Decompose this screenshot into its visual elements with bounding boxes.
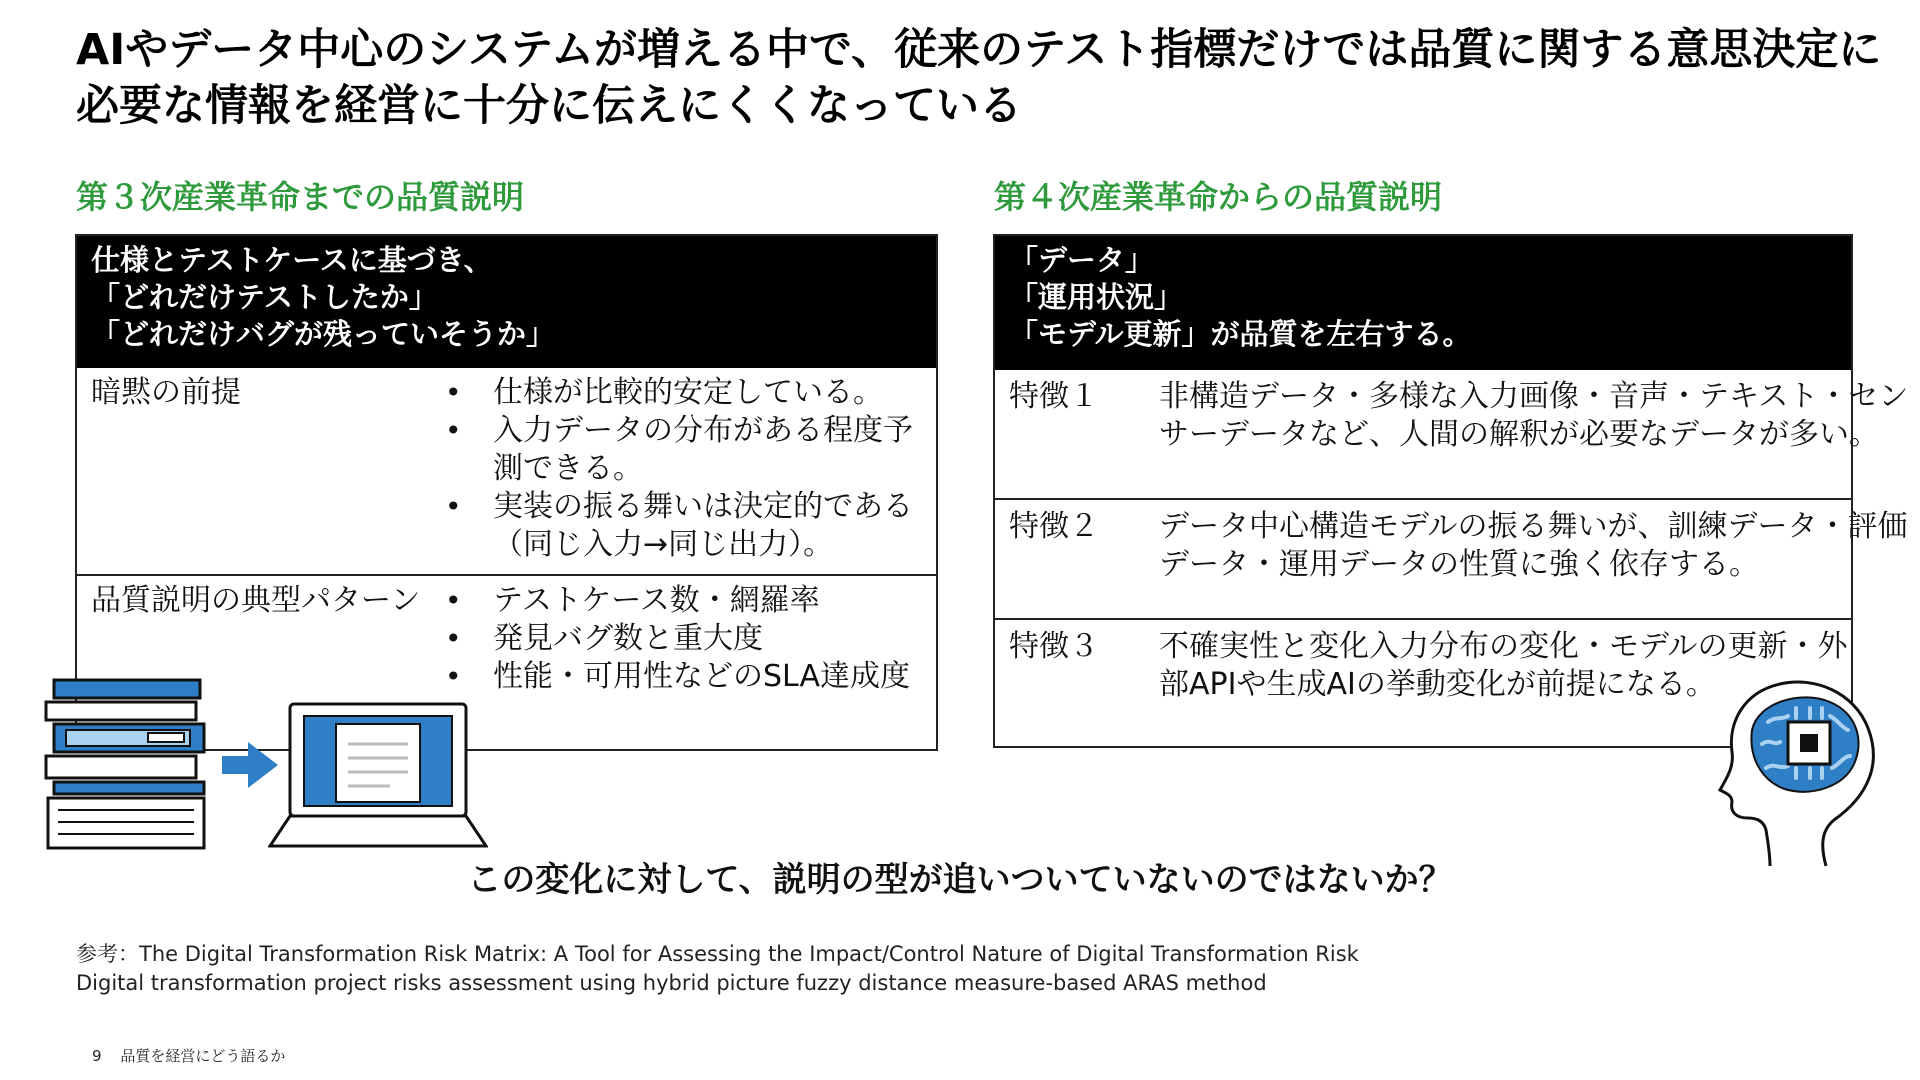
right-header-line: 「データ」 [1009,243,1155,277]
bullet-text: • 入力データの分布がある程度予 [493,413,913,448]
page-title-line-2: 必要な情報を経営に十分に伝えにくくなっている [76,81,1022,131]
bullet-text: • 発見バグ数と重大度 [493,621,763,656]
bullet-text: • 性能・可用性などのSLA達成度 [493,659,910,694]
laptop-document-icon [268,700,488,852]
feature-row-2 [995,498,1908,618]
ai-head-chip-icon [1718,672,1888,870]
left-header-line: 「どれだけテストしたか」 [91,280,438,314]
feature-text [1159,378,1908,454]
right-panel [993,234,1909,748]
list-item [445,412,913,488]
left-header-line: 「どれだけバグが残っていそうか」 [91,317,556,351]
feature-row-1 [995,370,1909,498]
list-item [445,374,913,412]
right-panel-header [995,236,1851,370]
right-section-heading: 第４次産業革命からの品質説明 [994,178,1443,216]
bullet-text: 測できる。 [493,451,643,486]
reference-line: 参考：The Digital Transformation Risk Matrix: A Tool for Assessing the Impact/Control Nature of Digital Transformation Risk [76,942,1359,966]
bullet-text: （同じ入力→同じ出力）。 [493,527,834,562]
list-item [445,620,910,658]
feature-text-line: サーデータなど、人間の解釈が必要なデータが多い。 [1159,417,1879,452]
list-item [445,582,910,620]
feature-text-line: 不確実性と変化入力分布の変化・モデルの更新・外 [1159,629,1848,664]
footer-text: 品質を経営にどう語るか [120,1047,286,1065]
right-header-line: 「モデル更新」が品質を左右する。 [1009,317,1472,351]
row-label: 品質説明の典型パターン [91,583,421,618]
bullet-text: • テストケース数・網羅率 [493,583,820,618]
feature-text-line: データ・運用データの性質に強く依存する。 [1159,547,1759,582]
references [76,940,1359,998]
left-row-assumptions [77,368,936,574]
bullet-text: • 実装の振る舞いは決定的である [493,489,913,524]
right-header-line: 「運用状況」 [1009,280,1184,314]
page-title [76,22,1882,134]
feature-label: 特徴３ [1009,629,1099,664]
left-panel [75,234,938,751]
list-item [445,488,913,564]
feature-text [1159,508,1908,584]
list-item [445,658,910,696]
feature-label: 特徴２ [1009,509,1099,544]
key-question: この変化に対して、説明の型が追いついていないのではないか？ [467,860,1453,900]
feature-label: 特徴１ [1009,379,1099,414]
left-header-line: 仕様とテストケースに基づき、 [91,243,493,277]
page-title-line-1: AIやデータ中心のシステムが増える中で、従来のテスト指標だけでは品質に関する意思決定に [76,25,1882,75]
bullet-list [445,374,913,564]
row-label: 暗黙の前提 [91,375,241,410]
feature-text-line: データ中心構造モデルの振る舞いが、訓練データ・評価 [1159,509,1908,544]
feature-text-line: 部APIや生成AIの挙動変化が前提になる。 [1159,667,1716,702]
left-panel-header [77,236,936,368]
left-section-heading: 第３次産業革命までの品質説明 [76,178,525,216]
footer [92,1045,299,1066]
bullet-text: • 仕様が比較的安定している。 [493,375,883,410]
reference-line: Digital transformation project risks assessment using hybrid picture fuzzy distance measure-based ARAS method [76,971,1267,995]
bullet-list [445,582,910,696]
page-number: 9 [92,1047,102,1065]
feature-text-line: 非構造データ・多様な入力画像・音声・テキスト・セン [1159,379,1909,414]
documents-stack-icon [44,676,214,852]
